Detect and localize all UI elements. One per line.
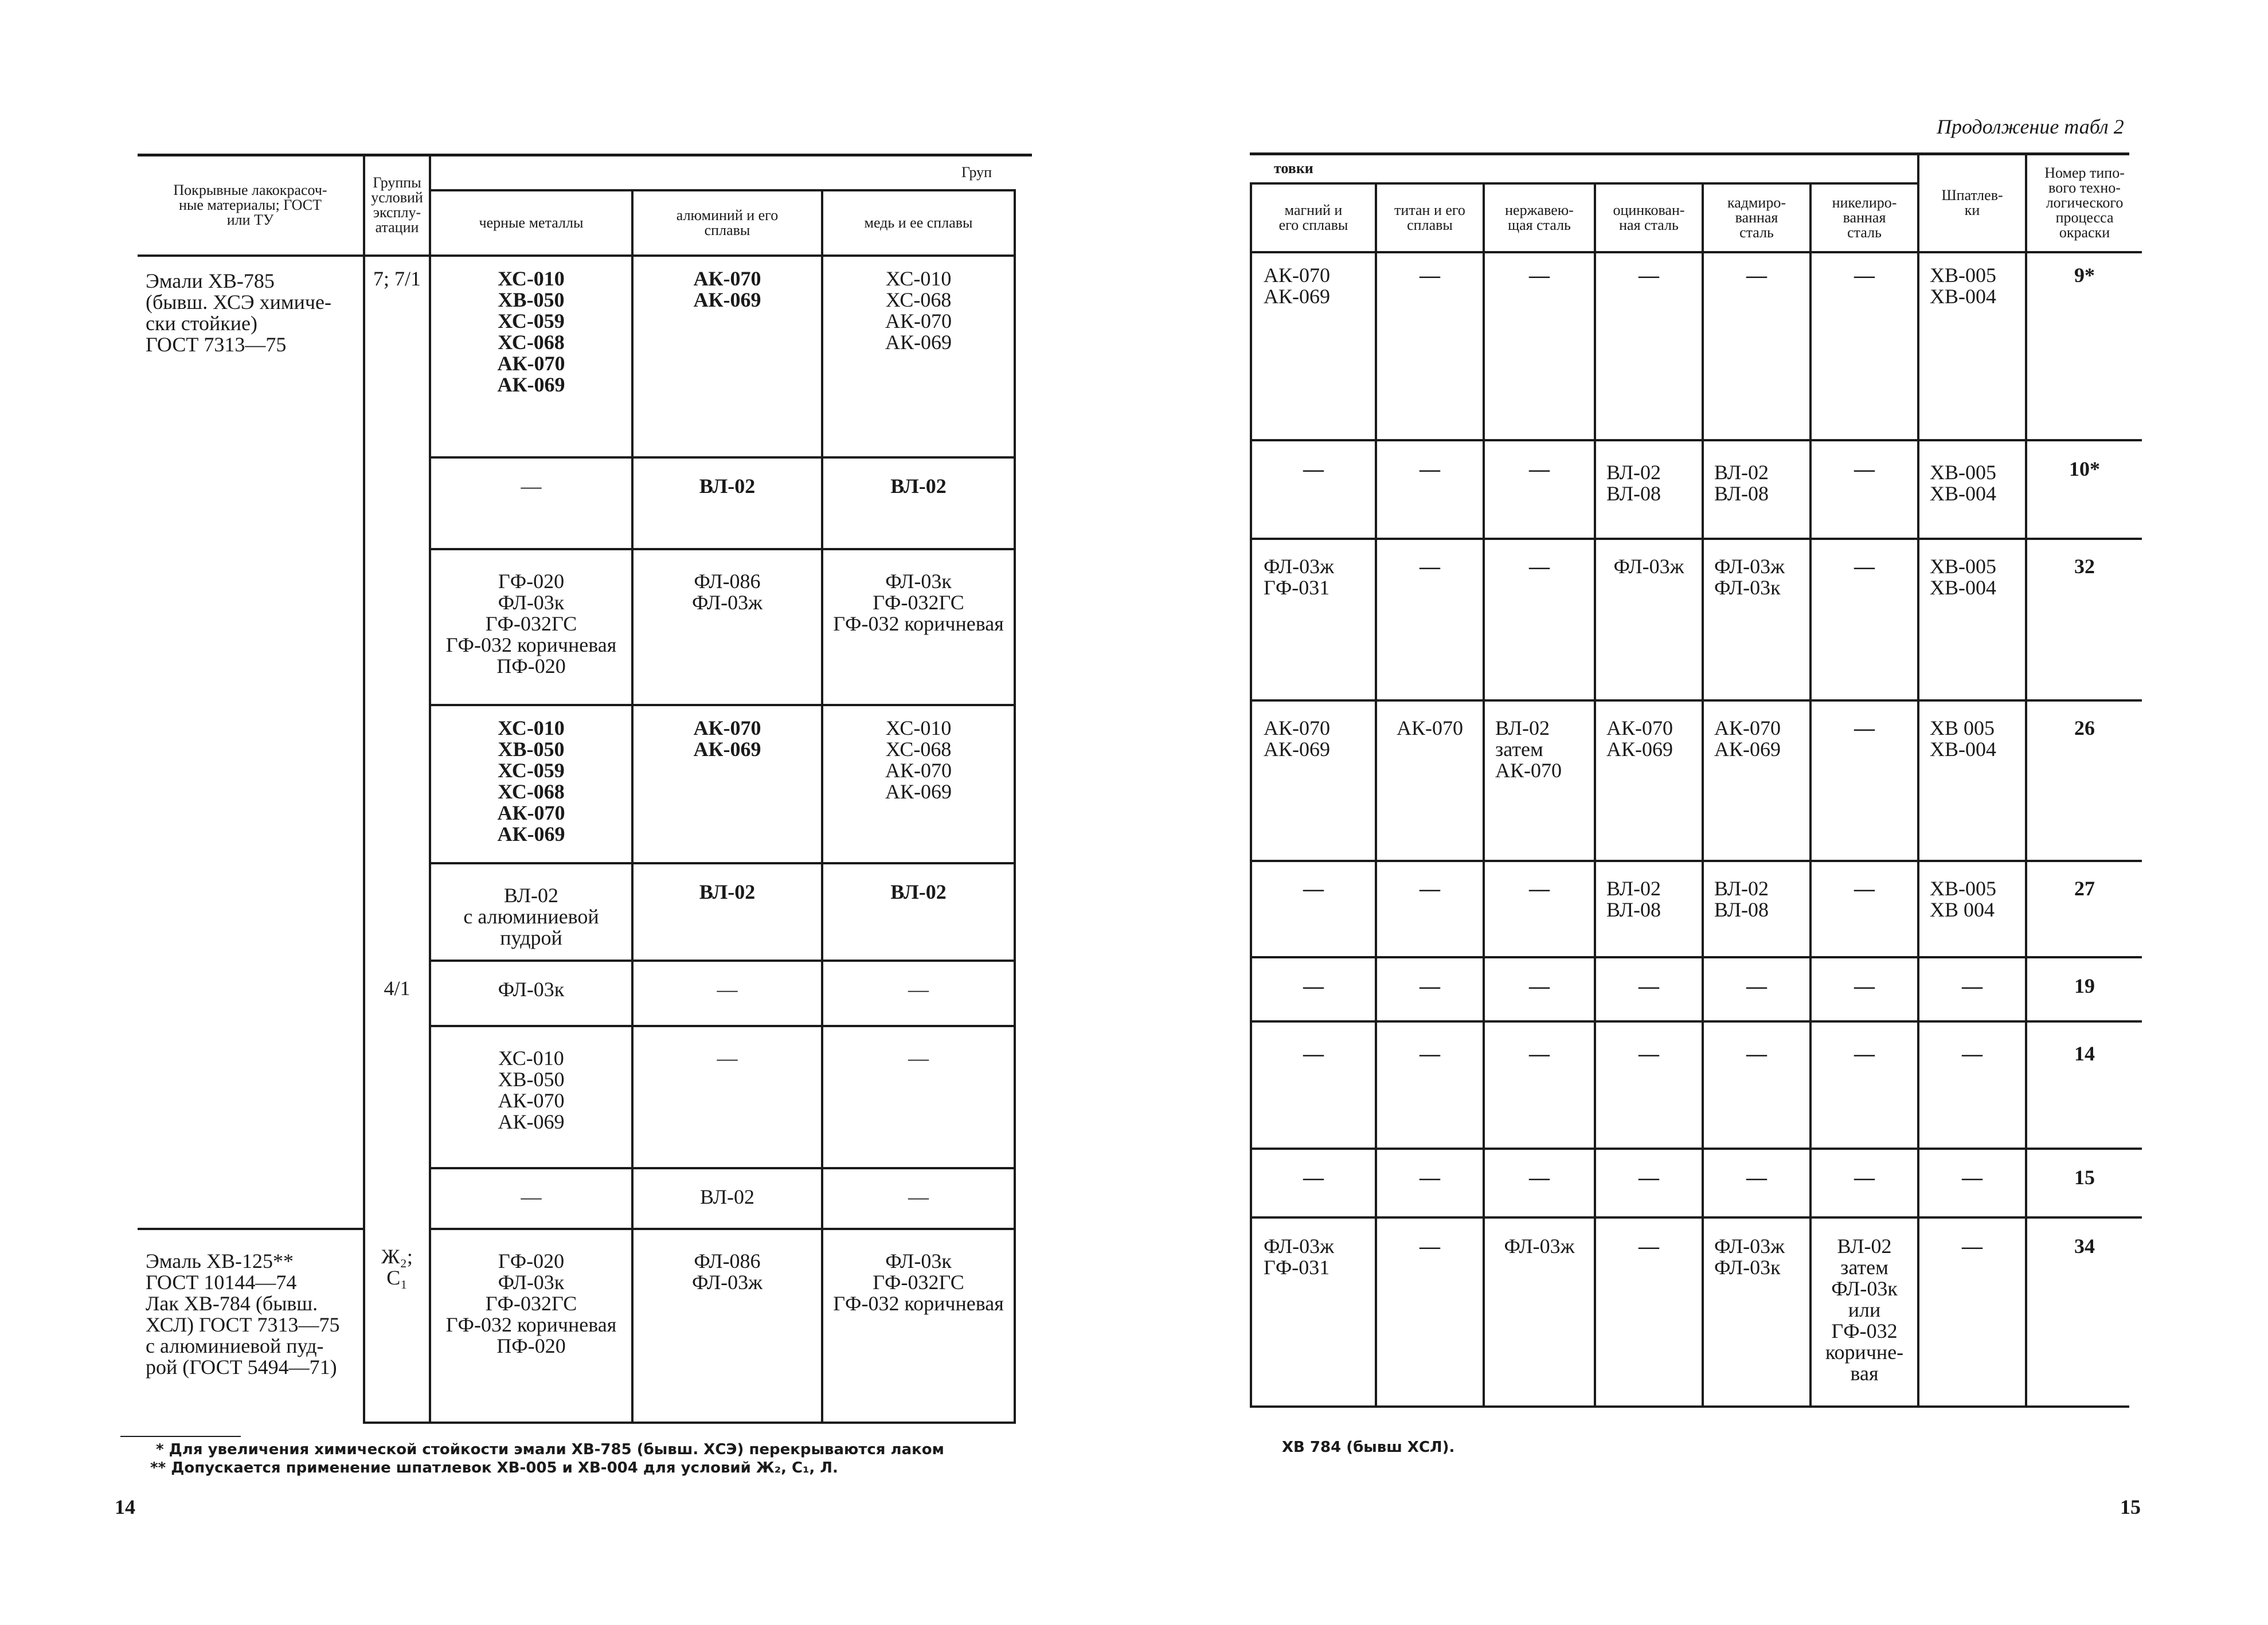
- process-number: 26: [2026, 700, 2142, 861]
- galvanized-cell: ВЛ-02 ВЛ-08: [1595, 440, 1703, 539]
- header-stainless: нержавею- щая сталь: [1484, 183, 1595, 252]
- nickel-cell: —: [1811, 1021, 1918, 1149]
- process-number: 34: [2026, 1217, 2142, 1405]
- cadmium-cell: ВЛ-02 ВЛ-08: [1703, 861, 1811, 957]
- table-row: [1251, 1217, 2142, 1405]
- material-cell: Эмаль ХВ-125** ГОСТ 10144—74 Лак ХВ-784 (бывш. ХСЛ) ГОСТ 7313—75 с алюминиевой пуд- рой (ГОСТ 5494—71): [138, 1229, 364, 1423]
- header-materials: Покрывные лакокрасоч- ные материалы; ГОСТ или ТУ: [138, 156, 364, 256]
- header-galvanized: оцинкован- ная сталь: [1595, 183, 1703, 252]
- stainless-cell: —: [1484, 252, 1595, 440]
- nickel-cell: —: [1811, 700, 1918, 861]
- galvanized-cell: —: [1595, 252, 1703, 440]
- table-row: [1251, 1021, 2142, 1149]
- ferrous-cell: ФЛ-03к: [430, 961, 632, 1026]
- stainless-cell: —: [1484, 440, 1595, 539]
- magnesium-cell: —: [1251, 440, 1376, 539]
- ferrous-cell: —: [430, 1168, 632, 1229]
- header-magnesium: магний и его сплавы: [1251, 183, 1376, 252]
- process-number: 27: [2026, 861, 2142, 957]
- cadmium-cell: ФЛ-03ж ФЛ-03к: [1703, 1217, 1811, 1405]
- ferrous-cell: ХС-010 ХВ-050 АК-070 АК-069: [430, 1026, 632, 1168]
- copper-cell: ХС-010 ХС-068 АК-070 АК-069: [822, 256, 1015, 457]
- titanium-cell: —: [1376, 1021, 1484, 1149]
- titanium-cell: —: [1376, 440, 1484, 539]
- aluminum-cell: ФЛ-086 ФЛ-03ж: [632, 1229, 822, 1423]
- copper-cell: ХС-010 ХС-068 АК-070 АК-069: [822, 705, 1015, 863]
- putty-cell: —: [1918, 1021, 2026, 1149]
- magnesium-cell: —: [1251, 861, 1376, 957]
- aluminum-cell: ВЛ-02: [632, 863, 822, 961]
- titanium-cell: —: [1376, 861, 1484, 957]
- magnesium-cell: —: [1251, 1021, 1376, 1149]
- ferrous-cell: ВЛ-02 с алюминиевой пудрой: [430, 863, 632, 961]
- galvanized-cell: ФЛ-03ж: [1595, 539, 1703, 700]
- header-nickel: никелиро- ванная сталь: [1811, 183, 1918, 252]
- titanium-cell: —: [1376, 957, 1484, 1021]
- group-cell: Ж₂; С₁: [364, 1229, 430, 1423]
- magnesium-cell: —: [1251, 1149, 1376, 1217]
- stainless-cell: ФЛ-03ж: [1484, 1217, 1595, 1405]
- titanium-cell: —: [1376, 252, 1484, 440]
- process-number: 19: [2026, 957, 2142, 1021]
- copper-cell: ВЛ-02: [822, 863, 1015, 961]
- table-row: [1251, 440, 2142, 539]
- nickel-cell: —: [1811, 1149, 1918, 1217]
- stainless-cell: —: [1484, 539, 1595, 700]
- putty-cell: ХВ 005 ХВ-004: [1918, 700, 2026, 861]
- aluminum-cell: АК-070 АК-069: [632, 705, 822, 863]
- process-number: 10*: [2026, 440, 2142, 539]
- titanium-cell: —: [1376, 1217, 1484, 1405]
- aluminum-cell: —: [632, 961, 822, 1026]
- titanium-cell: —: [1376, 1149, 1484, 1217]
- stainless-cell: —: [1484, 957, 1595, 1021]
- magnesium-cell: АК-070 АК-069: [1251, 252, 1376, 440]
- galvanized-cell: АК-070 АК-069: [1595, 700, 1703, 861]
- table-row: [1251, 539, 2142, 700]
- header-copper: медь и ее сплавы: [822, 190, 1015, 256]
- header-ferrous: черные металлы: [430, 190, 632, 256]
- putty-cell: ХВ-005 ХВ-004: [1918, 252, 2026, 440]
- left-table: [138, 156, 1016, 1424]
- header-cadmium: кадмиро- ванная сталь: [1703, 183, 1811, 252]
- footnote-1: * Для увеличения химической стойкости эмали ХВ-785 (бывш. ХСЭ) перекрываются лаком: [156, 1441, 944, 1458]
- cadmium-cell: ФЛ-03ж ФЛ-03к: [1703, 539, 1811, 700]
- material-cell: Эмали ХВ-785 (бывш. ХСЭ химиче- ски стойкие) ГОСТ 7313—75: [138, 256, 364, 1229]
- footnote-2: ** Допускается применение шпатлевок ХВ-005 и ХВ-004 для условий Ж₂, С₁, Л.: [150, 1459, 838, 1477]
- ferrous-cell: ГФ-020 ФЛ-03к ГФ-032ГС ГФ-032 коричневая ПФ-020: [430, 1229, 632, 1423]
- header-putty: Шпатлев- ки: [1918, 155, 2026, 252]
- putty-cell: ХВ-005 ХВ-004: [1918, 539, 2026, 700]
- table-bottom-rule: [1250, 1405, 2129, 1408]
- magnesium-cell: —: [1251, 957, 1376, 1021]
- table-caption: Продолжение табл 2: [1937, 115, 2124, 138]
- copper-cell: ФЛ-03к ГФ-032ГС ГФ-032 коричневая: [822, 1229, 1015, 1423]
- putty-cell: —: [1918, 1217, 2026, 1405]
- copper-cell: ВЛ-02: [822, 457, 1015, 549]
- titanium-cell: АК-070: [1376, 700, 1484, 861]
- table-row: [1251, 861, 2142, 957]
- copper-cell: ФЛ-03к ГФ-032ГС ГФ-032 коричневая: [822, 549, 1015, 705]
- process-number: 9*: [2026, 252, 2142, 440]
- group-cell: 7; 7/1: [364, 256, 430, 961]
- footnote-continuation: ХВ 784 (бывш ХСЛ).: [1282, 1439, 1455, 1456]
- ferrous-cell: ХС-010 ХВ-050 ХС-059 ХС-068 АК-070 АК-069: [430, 705, 632, 863]
- nickel-cell: —: [1811, 861, 1918, 957]
- process-number: 15: [2026, 1149, 2142, 1217]
- header-process: Номер типо- вого техно- логического процесса окраски: [2026, 155, 2142, 252]
- magnesium-cell: ФЛ-03ж ГФ-031: [1251, 1217, 1376, 1405]
- nickel-cell: —: [1811, 440, 1918, 539]
- ferrous-cell: —: [430, 457, 632, 549]
- header-titanium: титан и его сплавы: [1376, 183, 1484, 252]
- cadmium-cell: ВЛ-02 ВЛ-08: [1703, 440, 1811, 539]
- ferrous-cell: ГФ-020 ФЛ-03к ГФ-032ГС ГФ-032 коричневая ПФ-020: [430, 549, 632, 705]
- magnesium-cell: АК-070 АК-069: [1251, 700, 1376, 861]
- copper-cell: —: [822, 1026, 1015, 1168]
- footnote-rule: [120, 1436, 241, 1437]
- group-cell: 4/1: [364, 961, 430, 1229]
- ferrous-cell: ХС-010 ХВ-050 ХС-059 ХС-068 АК-070 АК-069: [430, 256, 632, 457]
- table-row: [138, 1229, 1015, 1423]
- copper-cell: —: [822, 961, 1015, 1026]
- table-row: [1251, 1149, 2142, 1217]
- table-row: [138, 256, 1015, 457]
- aluminum-cell: ФЛ-086 ФЛ-03ж: [632, 549, 822, 705]
- header-metals-group: Груп: [430, 156, 1015, 190]
- process-number: 14: [2026, 1021, 2142, 1149]
- aluminum-cell: —: [632, 1026, 822, 1168]
- page-number: 15: [2120, 1495, 2141, 1518]
- table-row: [1251, 700, 2142, 861]
- process-number: 32: [2026, 539, 2142, 700]
- putty-cell: ХВ-005 ХВ 004: [1918, 861, 2026, 957]
- putty-cell: —: [1918, 957, 2026, 1021]
- stainless-cell: —: [1484, 1149, 1595, 1217]
- putty-cell: ХВ-005 ХВ-004: [1918, 440, 2026, 539]
- aluminum-cell: ВЛ-02: [632, 457, 822, 549]
- table-row: [1251, 957, 2142, 1021]
- cadmium-cell: —: [1703, 252, 1811, 440]
- right-table: [1250, 155, 2142, 1405]
- galvanized-cell: —: [1595, 1217, 1703, 1405]
- galvanized-cell: —: [1595, 1021, 1703, 1149]
- stainless-cell: —: [1484, 1021, 1595, 1149]
- galvanized-cell: —: [1595, 957, 1703, 1021]
- aluminum-cell: АК-070 АК-069: [632, 256, 822, 457]
- nickel-cell: —: [1811, 252, 1918, 440]
- cadmium-cell: АК-070 АК-069: [1703, 700, 1811, 861]
- magnesium-cell: ФЛ-03ж ГФ-031: [1251, 539, 1376, 700]
- header-groups: Группы условий эксплу- атации: [364, 156, 430, 256]
- titanium-cell: —: [1376, 539, 1484, 700]
- nickel-cell: —: [1811, 957, 1918, 1021]
- aluminum-cell: ВЛ-02: [632, 1168, 822, 1229]
- cadmium-cell: —: [1703, 957, 1811, 1021]
- galvanized-cell: —: [1595, 1149, 1703, 1217]
- table-row: [1251, 252, 2142, 440]
- header-group-tail: товки: [1251, 155, 1918, 183]
- header-aluminum: алюминий и его сплавы: [632, 190, 822, 256]
- cadmium-cell: —: [1703, 1149, 1811, 1217]
- page-number: 14: [115, 1495, 135, 1518]
- stainless-cell: —: [1484, 861, 1595, 957]
- copper-cell: —: [822, 1168, 1015, 1229]
- right-page: [1134, 0, 2268, 1625]
- nickel-cell: ВЛ-02 затем ФЛ-03к или ГФ-032 коричне- вая: [1811, 1217, 1918, 1405]
- stainless-cell: ВЛ-02 затем АК-070: [1484, 700, 1595, 861]
- putty-cell: —: [1918, 1149, 2026, 1217]
- cadmium-cell: —: [1703, 1021, 1811, 1149]
- nickel-cell: —: [1811, 539, 1918, 700]
- galvanized-cell: ВЛ-02 ВЛ-08: [1595, 861, 1703, 957]
